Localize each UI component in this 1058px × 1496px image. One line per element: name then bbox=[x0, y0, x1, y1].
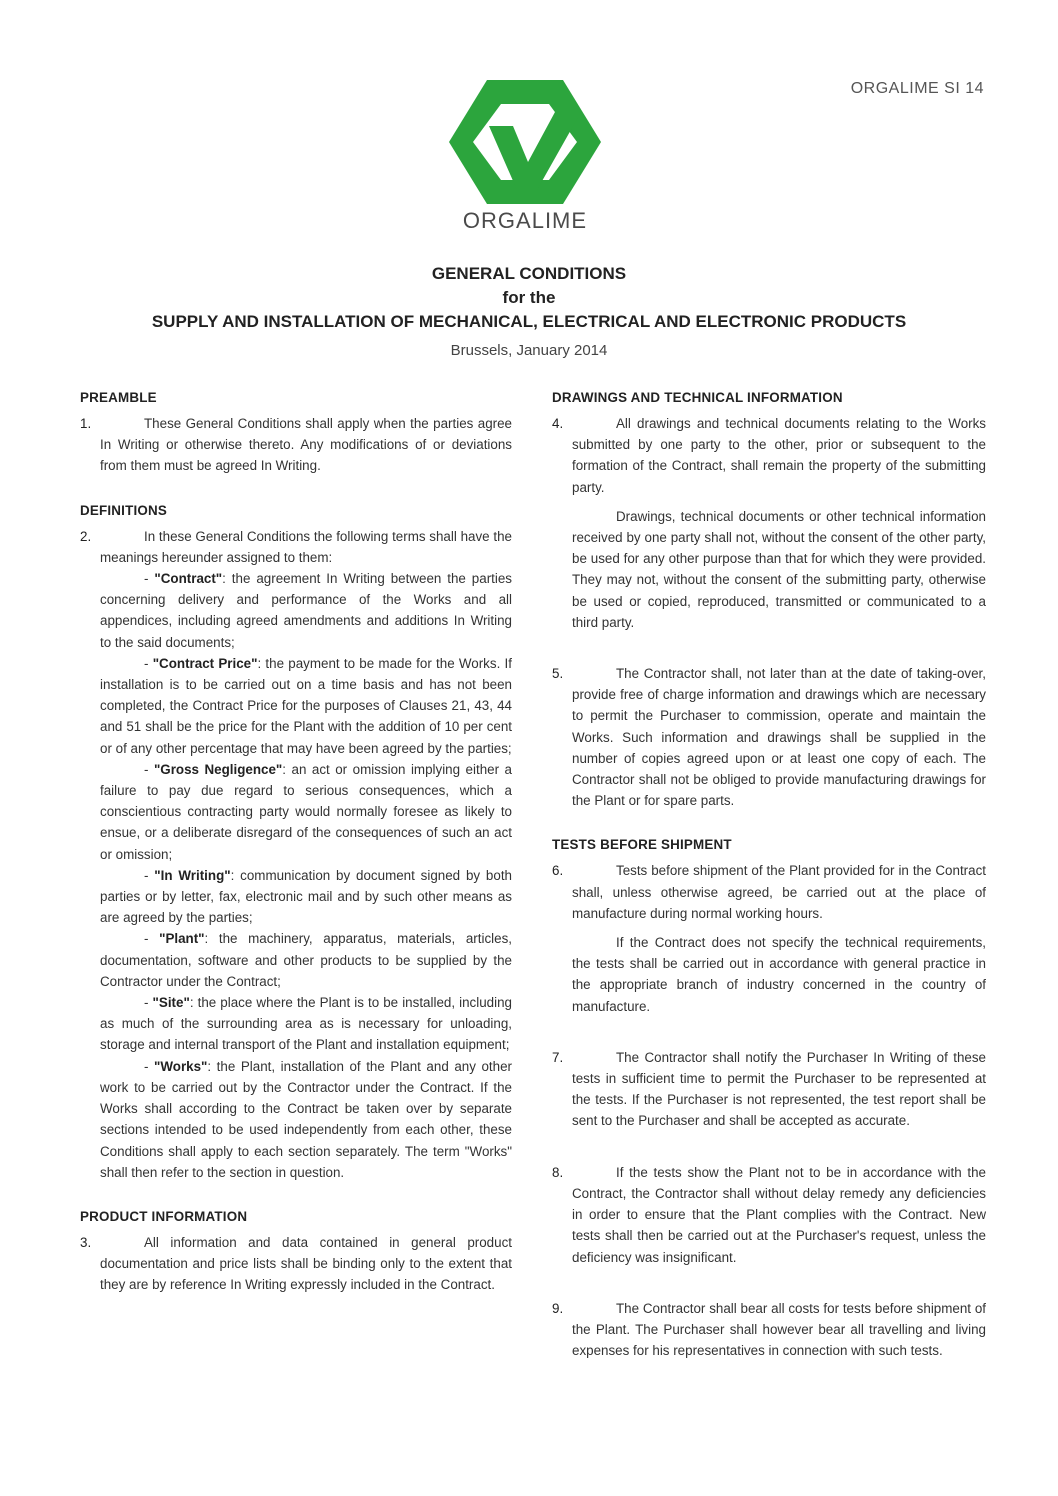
definition-text: : the place where the Plant is to be installed, including as much of the surrounding area as is necessary for unloading, storage and internal transport of the Plant and installation equipment; bbox=[100, 995, 512, 1053]
clause-9 bbox=[552, 1298, 986, 1362]
clause-number: 5. bbox=[552, 666, 564, 682]
section-heading-drawings: DRAWINGS AND TECHNICAL INFORMATION bbox=[552, 390, 843, 405]
definition-text: : the payment to be made for the Works. If installation is to be carried out on a time basis and has not been completed, the Contract Price for the purposes of Clauses 21, 43, 44 and 51 shall be the price for the Plant with the addition of 10 per cent or of any other percentage that may have been agreed by the parties; bbox=[100, 655, 512, 756]
clause-number: 1. bbox=[80, 416, 92, 431]
clause-number: 2. bbox=[80, 528, 92, 544]
clause-text: Tests before shipment of the Plant provided for in the Contract shall, unless otherwise agreed, be carried out at the place of manufacture during normal working hours. bbox=[572, 863, 986, 921]
definition-text: : communication by document signed by both parties or by letter, fax, electronic mail and by such other means as are agreed by the parties; bbox=[100, 867, 512, 926]
logo-wordmark: ORGALIME bbox=[462, 208, 588, 233]
clause-number: 7. bbox=[552, 1049, 564, 1065]
clause-1 bbox=[80, 413, 512, 477]
document-title bbox=[0, 262, 1058, 366]
clause-text: The Contractor shall bear all costs for tests before shipment of the Plant. The Purchaser shall however bear all travelling and living expenses for his representatives in connection with such tests. bbox=[572, 1300, 986, 1359]
right-column bbox=[552, 390, 986, 1361]
orgalime-logo bbox=[449, 78, 601, 234]
definition-text: : the Plant, installation of the Plant and any other work to be carried out by the Contractor under the Contract. If the Works shall according to the Contract be taken over by separate sections intended to be used independently from each other, these Conditions shall apply to each section separately. The term "Works" shall then refer to the section in question. bbox=[100, 1058, 512, 1180]
definition-term: "Gross Negligence" bbox=[153, 761, 283, 777]
title-line-3: SUPPLY AND INSTALLATION OF MECHANICAL, ELECTRICAL AND ELECTRONIC PRODUCTS bbox=[151, 312, 907, 331]
clause-text: The Contractor shall notify the Purchaser In Writing of these tests in sufficient time to permit the Purchaser to be represented at the tests. If the Purchaser is not represented, the test report shall be sent to the Purchaser and shall be accepted as accurate. bbox=[572, 1049, 986, 1129]
definition-term: "Contract" bbox=[154, 571, 223, 587]
section-heading-product-information: PRODUCT INFORMATION bbox=[80, 1208, 248, 1224]
definition-in-writing: - "In Writing": communication by document signed by both parties or by letter, fax, electronic mail and by such other means as are agreed by the parties; bbox=[100, 867, 512, 926]
definition-text: : an act or omission implying either a failure to pay due regard to serious consequences, which a conscientious contracting party would normally foresee as likely to ensue, or a deliberate disregard of the consequences of such an act or omission; bbox=[100, 761, 512, 862]
clause-7 bbox=[552, 1047, 986, 1132]
clause-number: 9. bbox=[552, 1300, 564, 1316]
definition-site: - "Site": the place where the Plant is to be installed, including as much of the surrounding area as is necessary for unloading, storage and internal transport of the Plant and installation equipment; bbox=[100, 995, 512, 1053]
clause-text: All information and data contained in general product documentation and price lists shall be binding only to the extent that they are by reference In Writing expressly included in the Contract. bbox=[100, 1234, 512, 1293]
definition-term: "Plant" bbox=[159, 931, 205, 947]
definition-term: "Contract Price" bbox=[152, 655, 258, 671]
clause-text: The Contractor shall, not later than at the date of taking-over, provide free of charge information and drawings which are necessary to permit the Purchaser to commission, operate and maintain the Works. Such information and drawings shall be supplied in the number of copies agreed upon or at least one copy of each. The Contractor shall not be obliged to provide manufacturing drawings for the Plant or for spare parts. bbox=[572, 666, 986, 809]
clause-4 bbox=[552, 413, 986, 633]
definition-gross-negligence: - "Gross Negligence": an act or omission implying either a failure to pay due regard to serious consequences, which a conscientious contracting party would normally foresee as likely to ensue, or a deliberate disregard of the consequences of such an act or omission; bbox=[100, 761, 512, 862]
section-heading-definitions: DEFINITIONS bbox=[80, 502, 168, 518]
clause-number: 4. bbox=[552, 416, 564, 431]
clause-text: All drawings and technical documents relating to the Works submitted by one party to the other, prior or subsequent to the formation of the Contract, shall remain the property of the submitting party. bbox=[572, 416, 986, 495]
clause-5 bbox=[552, 663, 986, 811]
orgalime-hexagon-logo-icon bbox=[449, 78, 601, 206]
clause-number: 6. bbox=[552, 863, 564, 879]
document-reference: ORGALIME SI 14 bbox=[850, 80, 984, 97]
left-column bbox=[80, 390, 512, 1296]
clause-text: If the Contract does not specify the technical requirements, the tests shall be carried out in accordance with general practice in the appropriate branch of industry concerned in the country of manufacture. bbox=[572, 935, 986, 1014]
definition-text: : the machinery, apparatus, materials, articles, documentation, software and other products to be supplied by the Contractor under the Contract; bbox=[100, 931, 512, 989]
clause-text: In these General Conditions the following terms shall have the meanings hereunder assigned to them: bbox=[100, 528, 512, 565]
title-line-1: GENERAL CONDITIONS bbox=[431, 264, 627, 283]
clause-2 bbox=[80, 526, 512, 1183]
clause-3 bbox=[80, 1232, 512, 1296]
clause-number: 8. bbox=[552, 1164, 564, 1180]
definition-term: "Works" bbox=[154, 1058, 208, 1074]
definition-works: - "Works": the Plant, installation of the Plant and any other work to be carried out by the Contractor under the Contract. If the Works shall according to the Contract be taken over by separate sections intended to be used independently from each other, these Conditions shall apply to each section separately. The term "Works" shall then refer to the section in question. bbox=[100, 1058, 512, 1180]
clause-text: Drawings, technical documents or other technical information received by one party shall not, without the consent of the other party, be used for any other purpose than that for which they were provided. They may not, without the consent of the submitting party, otherwise be used or copied, reproduced, transmitted or communicated to a third party. bbox=[572, 508, 986, 630]
definition-term: "In Writing" bbox=[154, 867, 231, 883]
definition-plant: - "Plant": the machinery, apparatus, materials, articles, documentation, software and other products to be supplied by the Contractor under the Contract; bbox=[100, 931, 512, 989]
title-line-2: for the bbox=[502, 288, 556, 307]
section-heading-preamble: PREAMBLE bbox=[80, 390, 157, 405]
definition-text: : the agreement In Writing between the parties concerning delivery and performance of the Works and all appendices, including agreed amendments and additions In Writing to the said documents; bbox=[100, 571, 512, 650]
clause-8 bbox=[552, 1162, 986, 1268]
definition-contract: - "Contract": the agreement In Writing between the parties concerning delivery and performance of the Works and all appendices, including agreed amendments and additions In Writing to the said documents; bbox=[100, 571, 512, 650]
clause-6 bbox=[552, 860, 986, 1016]
clause-text: These General Conditions shall apply when the parties agree In Writing or otherwise thereto. Any modifications of or deviations from them must be agreed In Writing. bbox=[100, 416, 512, 474]
clause-number: 3. bbox=[80, 1234, 92, 1250]
definition-contract-price: - "Contract Price": the payment to be made for the Works. If installation is to be carried out on a time basis and has not been completed, the Contract Price for the purposes of Clauses 21, 43, 44 and 51 shall be the price for the Plant with the addition of 10 per cent or of any other percentage that may have been agreed by the parties; bbox=[100, 655, 512, 756]
place-date: Brussels, January 2014 bbox=[450, 342, 608, 359]
clause-text: If the tests show the Plant not to be in accordance with the Contract, the Contractor shall without delay remedy any deficiencies in order to ensure that the Plant complies with the Contract. New tests shall then be carried out at the Purchaser's request, unless the deficiency was insignificant. bbox=[572, 1164, 986, 1265]
definition-term: "Site" bbox=[152, 995, 190, 1011]
section-heading-tests: TESTS BEFORE SHIPMENT bbox=[552, 837, 732, 853]
